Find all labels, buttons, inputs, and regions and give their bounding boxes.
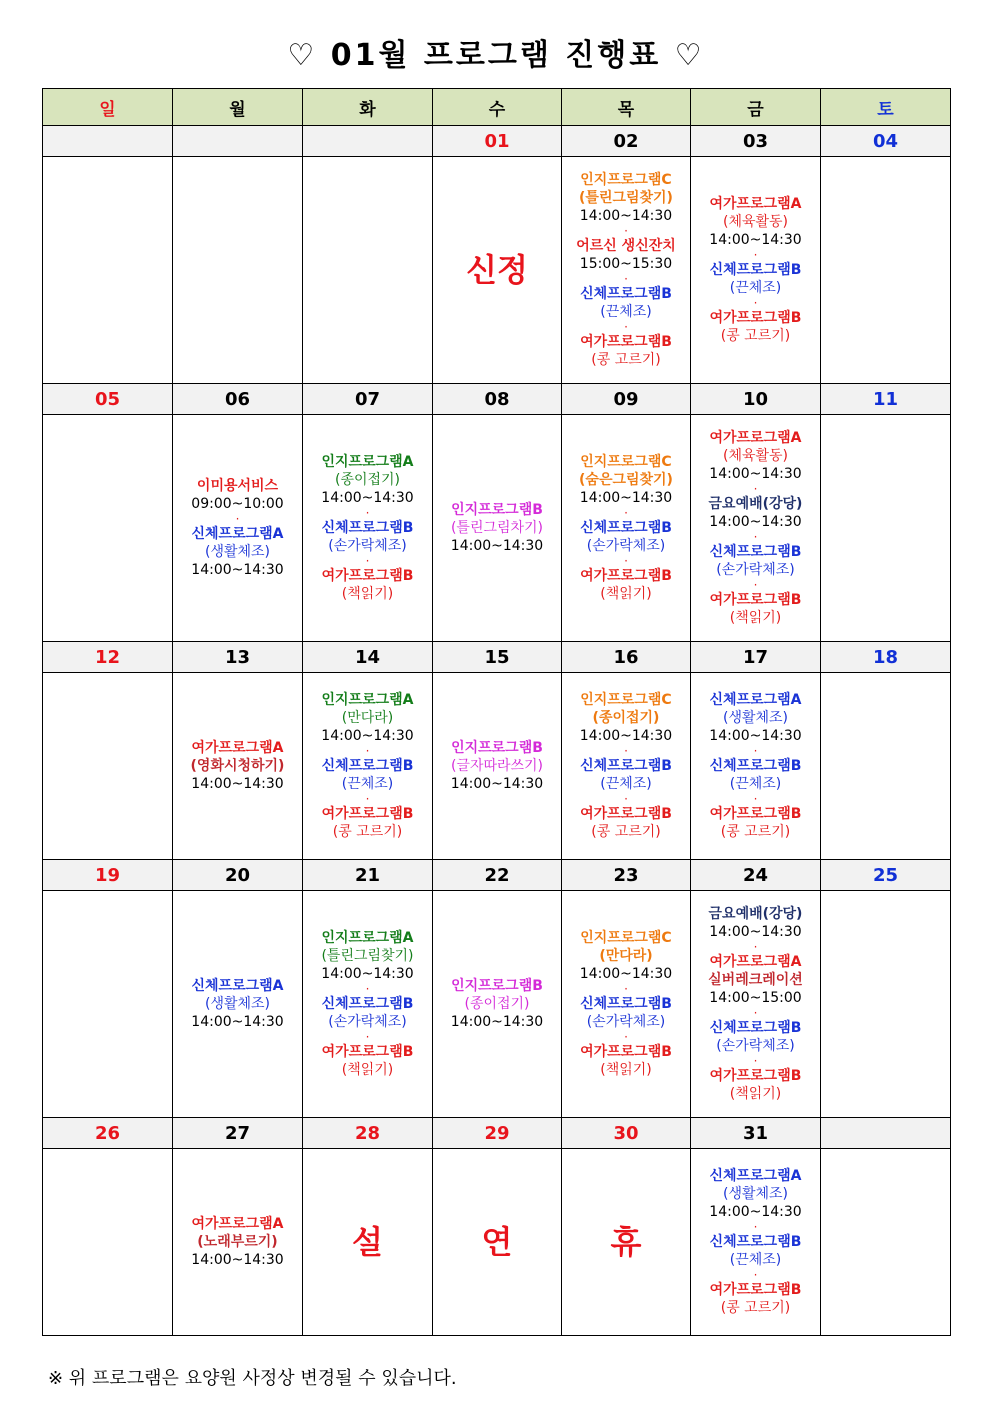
program-name: 여가프로그램A xyxy=(191,740,284,756)
program-detail: (책읽기) xyxy=(729,610,782,626)
day-cell xyxy=(173,673,303,860)
day-cell xyxy=(691,673,821,860)
program-detail: (책읽기) xyxy=(341,586,394,602)
day-cell xyxy=(173,415,303,642)
separator-dot: · xyxy=(753,1054,758,1068)
program-name: (노래부르기) xyxy=(197,1234,278,1250)
separator-dot: · xyxy=(753,1268,758,1282)
program-row xyxy=(43,1149,951,1336)
date-number: 06 xyxy=(173,384,303,415)
program-detail: (끈체조) xyxy=(729,1252,782,1268)
day-cell xyxy=(433,157,562,384)
program-name: 신체프로그램B xyxy=(580,520,672,536)
program-name: 신체프로그램B xyxy=(580,996,672,1012)
date-number: 20 xyxy=(173,860,303,891)
day-cell xyxy=(43,891,173,1118)
day-cell xyxy=(303,673,433,860)
date-number: 02 xyxy=(562,126,691,157)
day-cell xyxy=(691,891,821,1118)
day-cell xyxy=(562,415,691,642)
program-detail: 14:00~14:30 xyxy=(321,490,414,506)
program-name: 신체프로그램B xyxy=(580,758,672,774)
holiday-label: 신정 xyxy=(466,251,528,289)
program-name: 여가프로그램B xyxy=(580,806,672,822)
program-name: 어르신 생신잔치 xyxy=(576,238,676,254)
program-name: 신체프로그램B xyxy=(709,1234,802,1250)
program-name: 인지프로그램B xyxy=(451,978,543,994)
program-name: 금요예배(강당) xyxy=(708,906,803,922)
separator-dot: · xyxy=(365,506,370,520)
program-name: 인지프로그램C xyxy=(580,454,672,470)
date-number: 11 xyxy=(821,384,951,415)
holiday-label: 연 xyxy=(481,1223,513,1261)
separator-dot: · xyxy=(753,248,758,262)
program-detail: (끈체조) xyxy=(600,776,652,792)
date-number: 16 xyxy=(562,642,691,673)
separator-dot: · xyxy=(624,982,628,996)
program-name: 인지프로그램C xyxy=(580,930,672,946)
program-detail: (글자따라쓰기) xyxy=(450,758,544,774)
date-number: 09 xyxy=(562,384,691,415)
program-name: 여가프로그램A xyxy=(709,954,802,970)
day-cell xyxy=(173,891,303,1118)
program-name: 인지프로그램B xyxy=(451,740,543,756)
separator-dot: · xyxy=(624,320,628,334)
program-detail: (생활체조) xyxy=(722,1186,789,1202)
weekday-sun: 일 xyxy=(43,89,173,126)
program-name: 여가프로그램B xyxy=(321,568,414,584)
program-detail: 14:00~14:30 xyxy=(709,1204,802,1220)
program-detail: 15:00~15:30 xyxy=(579,256,673,272)
program-name: 여가프로그램B xyxy=(321,1044,414,1060)
program-name: 여가프로그램B xyxy=(709,1068,802,1084)
program-detail: 14:00~14:30 xyxy=(191,1014,284,1030)
program-detail: (체육활동) xyxy=(722,214,789,230)
separator-dot: · xyxy=(753,1006,758,1020)
day-cell xyxy=(821,891,951,1118)
program-detail: (생활체조) xyxy=(722,710,789,726)
date-number: 26 xyxy=(43,1118,173,1149)
program-name: 이미용서비스 xyxy=(196,478,279,494)
schedule-calendar xyxy=(42,88,951,1336)
program-row xyxy=(43,673,951,860)
program-name: (종이접기) xyxy=(592,710,660,726)
program-name: 인지프로그램A xyxy=(321,930,414,946)
page-title: ♡ 01월 프로그램 진행표 ♡ xyxy=(287,38,705,73)
separator-dot: · xyxy=(624,506,628,520)
program-detail: (끈체조) xyxy=(341,776,394,792)
program-detail: (종이접기) xyxy=(464,996,530,1012)
program-detail: (생활체조) xyxy=(204,996,271,1012)
holiday-label: 휴 xyxy=(610,1223,642,1261)
program-name: 신체프로그램B xyxy=(321,520,414,536)
program-detail: (손가락체조) xyxy=(586,538,666,554)
program-detail: (만다라) xyxy=(341,710,394,726)
day-cell xyxy=(433,891,562,1118)
date-number xyxy=(43,126,173,157)
program-detail: 09:00~10:00 xyxy=(191,496,284,512)
program-name: 신체프로그램B xyxy=(709,262,802,278)
date-number: 08 xyxy=(433,384,562,415)
program-detail: (체육활동) xyxy=(722,448,789,464)
program-detail: 14:00~14:30 xyxy=(709,466,802,482)
holiday-label: 설 xyxy=(352,1223,383,1261)
program-detail: (생활체조) xyxy=(204,544,271,560)
separator-dot: · xyxy=(753,296,758,310)
date-number: 28 xyxy=(303,1118,433,1149)
date-number: 15 xyxy=(433,642,562,673)
day-cell xyxy=(821,1149,951,1336)
date-number: 07 xyxy=(303,384,433,415)
separator-dot: · xyxy=(365,744,370,758)
program-row xyxy=(43,415,951,642)
date-row xyxy=(43,1118,951,1149)
program-detail: (책읽기) xyxy=(600,586,652,602)
separator-dot: · xyxy=(753,792,758,806)
program-detail: 14:00~14:30 xyxy=(709,728,802,744)
program-name: 여가프로그램B xyxy=(709,310,802,326)
date-number xyxy=(303,126,433,157)
program-row xyxy=(43,157,951,384)
day-cell xyxy=(43,415,173,642)
program-name: 인지프로그램C xyxy=(580,172,672,188)
day-cell xyxy=(821,673,951,860)
program-detail: 14:00~14:30 xyxy=(321,966,414,982)
program-detail: 14:00~14:30 xyxy=(709,924,802,940)
program-name: 신체프로그램A xyxy=(191,526,284,542)
program-detail: 14:00~14:30 xyxy=(321,728,414,744)
separator-dot: · xyxy=(624,1030,628,1044)
program-detail: (손가락체조) xyxy=(716,1038,795,1054)
program-detail: 14:00~14:30 xyxy=(579,728,673,744)
weekday-fri: 금 xyxy=(691,89,821,126)
program-name: 신체프로그램A xyxy=(709,1168,802,1184)
program-detail: (틀린그림찾기) xyxy=(321,948,414,964)
program-name: 신체프로그램B xyxy=(580,286,672,302)
program-name: 신체프로그램A xyxy=(709,692,802,708)
date-number: 12 xyxy=(43,642,173,673)
program-row xyxy=(43,891,951,1118)
date-row xyxy=(43,384,951,415)
program-name: 여가프로그램B xyxy=(709,592,802,608)
date-row xyxy=(43,860,951,891)
program-detail: (콩 고르기) xyxy=(332,824,403,840)
day-cell xyxy=(562,157,691,384)
program-name: 신체프로그램B xyxy=(709,1020,802,1036)
day-cell xyxy=(173,1149,303,1336)
separator-dot: · xyxy=(753,578,758,592)
program-detail: (끈체조) xyxy=(729,776,782,792)
program-detail: 14:00~14:30 xyxy=(450,776,544,792)
weekday-thu: 목 xyxy=(562,89,691,126)
program-detail: (콩 고르기) xyxy=(591,352,661,368)
day-cell xyxy=(691,415,821,642)
program-detail: 14:00~14:30 xyxy=(579,208,673,224)
day-cell xyxy=(43,673,173,860)
day-cell xyxy=(821,157,951,384)
weekday-mon: 월 xyxy=(173,89,303,126)
separator-dot: · xyxy=(624,272,628,286)
program-detail: 14:00~14:30 xyxy=(579,490,673,506)
program-detail: 14:00~14:30 xyxy=(191,1252,284,1268)
day-cell xyxy=(303,891,433,1118)
separator-dot: · xyxy=(753,940,758,954)
date-number: 17 xyxy=(691,642,821,673)
date-number: 18 xyxy=(821,642,951,673)
separator-dot: · xyxy=(624,792,628,806)
date-number: 14 xyxy=(303,642,433,673)
day-cell xyxy=(303,157,433,384)
program-name: 인지프로그램C xyxy=(580,692,672,708)
date-number: 30 xyxy=(562,1118,691,1149)
program-detail: (콩 고르기) xyxy=(720,824,791,840)
date-row xyxy=(43,126,951,157)
day-cell xyxy=(691,1149,821,1336)
date-number: 13 xyxy=(173,642,303,673)
day-cell xyxy=(43,157,173,384)
program-detail: (손가락체조) xyxy=(586,1014,666,1030)
day-cell xyxy=(303,415,433,642)
program-name: 여가프로그램B xyxy=(709,1282,802,1298)
day-cell xyxy=(691,157,821,384)
program-name: 신체프로그램B xyxy=(709,758,802,774)
separator-dot: · xyxy=(624,744,628,758)
program-name: 인지프로그램B xyxy=(451,502,543,518)
day-cell xyxy=(303,1149,433,1336)
date-number: 03 xyxy=(691,126,821,157)
program-detail: 14:00~15:00 xyxy=(709,990,802,1006)
program-name: 여가프로그램B xyxy=(321,806,414,822)
day-cell xyxy=(433,1149,562,1336)
date-row xyxy=(43,642,951,673)
program-detail: 14:00~14:30 xyxy=(450,1014,544,1030)
program-name: 금요예배(강당) xyxy=(708,496,803,512)
program-name: (영화시청하기) xyxy=(190,758,285,774)
separator-dot: · xyxy=(365,554,370,568)
date-number: 04 xyxy=(821,126,951,157)
date-number: 10 xyxy=(691,384,821,415)
program-detail: (틀린그림차기) xyxy=(450,520,544,536)
date-number: 23 xyxy=(562,860,691,891)
program-detail: (손가락체조) xyxy=(328,538,407,554)
program-detail: (끈체조) xyxy=(600,304,652,320)
program-detail: 14:00~14:30 xyxy=(709,232,802,248)
day-cell xyxy=(821,415,951,642)
program-detail: (책읽기) xyxy=(341,1062,394,1078)
separator-dot: · xyxy=(624,554,628,568)
date-number: 29 xyxy=(433,1118,562,1149)
program-name: 여가프로그램A xyxy=(709,196,802,212)
date-number: 01 xyxy=(433,126,562,157)
separator-dot: · xyxy=(235,512,240,526)
weekday-wed: 수 xyxy=(433,89,562,126)
program-name: (숨은그림찾기) xyxy=(579,472,673,488)
weekday-header-row xyxy=(43,89,951,126)
date-number xyxy=(821,1118,951,1149)
program-name: (틀린그림찾기) xyxy=(579,190,673,206)
program-name: 여가프로그램B xyxy=(709,806,802,822)
program-name: 신체프로그램A xyxy=(191,978,284,994)
day-cell xyxy=(43,1149,173,1336)
weekday-sat: 토 xyxy=(821,89,951,126)
program-detail: 14:00~14:30 xyxy=(579,966,673,982)
program-detail: (손가락체조) xyxy=(716,562,795,578)
day-cell xyxy=(433,673,562,860)
day-cell xyxy=(562,673,691,860)
date-number: 05 xyxy=(43,384,173,415)
program-detail: (콩 고르기) xyxy=(720,328,791,344)
program-detail: (책읽기) xyxy=(729,1086,782,1102)
separator-dot: · xyxy=(624,224,628,238)
program-name: 인지프로그램A xyxy=(321,692,414,708)
program-name: 여가프로그램B xyxy=(580,334,672,350)
date-number: 27 xyxy=(173,1118,303,1149)
separator-dot: · xyxy=(753,744,758,758)
weekday-tue: 화 xyxy=(303,89,433,126)
program-name: 여가프로그램B xyxy=(580,1044,672,1060)
date-number: 22 xyxy=(433,860,562,891)
program-detail: 14:00~14:30 xyxy=(709,514,802,530)
separator-dot: · xyxy=(753,482,758,496)
program-detail: (종이접기) xyxy=(334,472,401,488)
day-cell xyxy=(173,157,303,384)
date-number: 24 xyxy=(691,860,821,891)
separator-dot: · xyxy=(365,792,370,806)
program-detail: (책읽기) xyxy=(600,1062,652,1078)
separator-dot: · xyxy=(365,982,370,996)
program-name: (만다라) xyxy=(599,948,653,964)
program-name: 인지프로그램A xyxy=(321,454,414,470)
date-number: 25 xyxy=(821,860,951,891)
program-detail: (콩 고르기) xyxy=(591,824,661,840)
date-number xyxy=(173,126,303,157)
program-name: 여가프로그램B xyxy=(580,568,672,584)
program-detail: (손가락체조) xyxy=(328,1014,407,1030)
separator-dot: · xyxy=(753,530,758,544)
program-name: 신체프로그램B xyxy=(321,758,414,774)
separator-dot: · xyxy=(753,1220,758,1234)
program-detail: (콩 고르기) xyxy=(720,1300,791,1316)
program-detail: (끈체조) xyxy=(729,280,782,296)
day-cell xyxy=(562,1149,691,1336)
program-name: 실버레크레이션 xyxy=(708,972,803,988)
date-number: 19 xyxy=(43,860,173,891)
program-name: 여가프로그램A xyxy=(709,430,802,446)
date-number: 21 xyxy=(303,860,433,891)
date-number: 31 xyxy=(691,1118,821,1149)
program-detail: 14:00~14:30 xyxy=(191,562,284,578)
day-cell xyxy=(433,415,562,642)
program-name: 신체프로그램B xyxy=(709,544,802,560)
program-name: 신체프로그램B xyxy=(321,996,414,1012)
program-detail: 14:00~14:30 xyxy=(191,776,284,792)
footer-note: ※ 위 프로그램은 요양원 사정상 변경될 수 있습니다. xyxy=(48,1368,457,1389)
program-name: 여가프로그램A xyxy=(191,1216,284,1232)
day-cell xyxy=(562,891,691,1118)
program-detail: 14:00~14:30 xyxy=(450,538,544,554)
separator-dot: · xyxy=(365,1030,370,1044)
